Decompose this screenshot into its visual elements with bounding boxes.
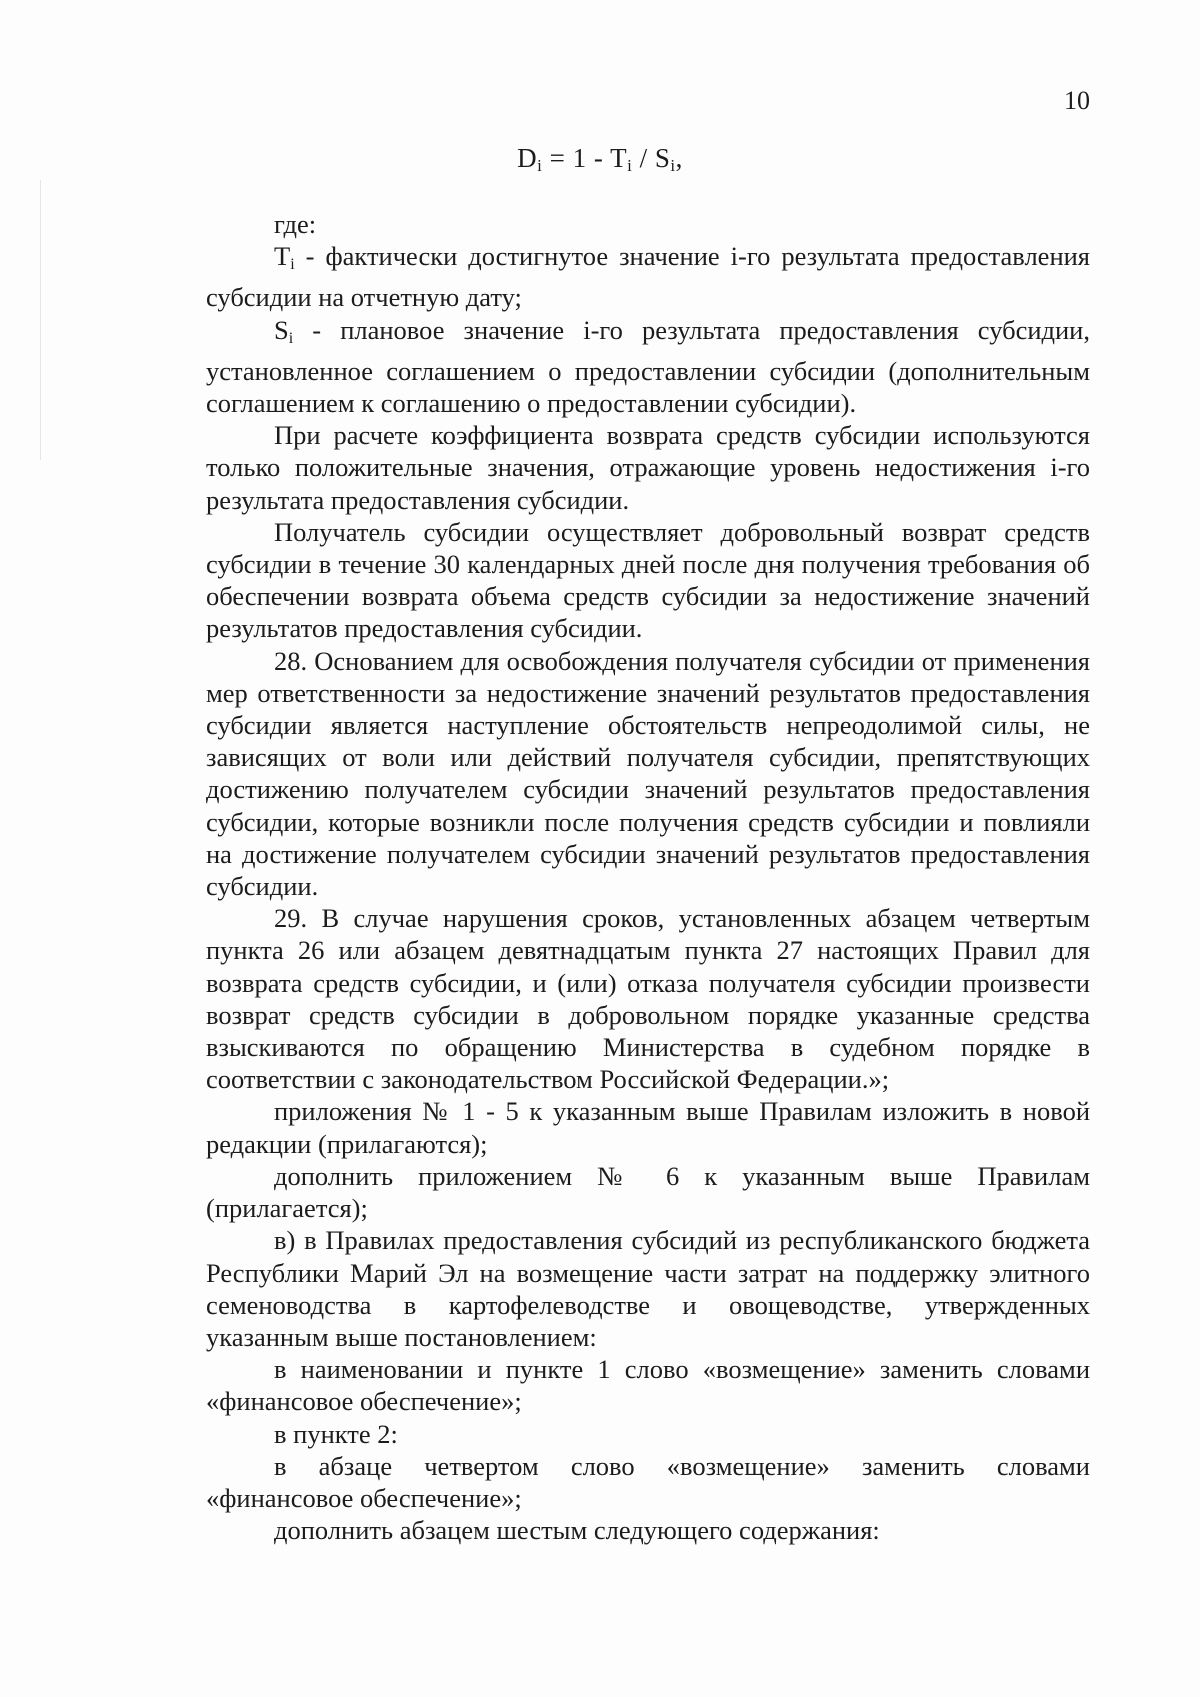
paragraph-si xyxy=(206,314,1090,420)
paragraph-recipient: Получатель субсидии осуществляет добровольный возврат средств субсидии в течение 30 календарных дней после дня получения требования об обеспечении возврата объема средств субсидии за недостижение значений результатов предоставления субсидии. xyxy=(206,516,1090,644)
scan-margin-line xyxy=(40,180,41,460)
paragraph-add-appendix-6: дополнить приложением № 6 к указанным выше Правилам (прилагается); xyxy=(206,1160,1090,1224)
paragraph-v: в) в Правилах предоставления субсидий из республиканского бюджета Республики Марий Эл на возмещение части затрат на поддержку элитного семеноводства в картофелеводстве и овощеводстве, утвержденных указанным выше постановлением: xyxy=(206,1225,1090,1352)
page-number: 10 xyxy=(1064,86,1090,115)
paragraph-calc: При расчете коэффициента возврата средств субсидии используются только положительные значения, отражающие уровень недостижения i-го результата предоставления субсидии. xyxy=(206,420,1090,515)
paragraph-where: где: xyxy=(274,209,317,239)
si-symbol: S xyxy=(274,314,289,345)
paragraph-abz-4: в абзаце четвертом слово «возмещение» заменить словами «финансовое обеспечение»; xyxy=(206,1450,1090,1513)
formula-d-sub: i xyxy=(537,156,543,175)
paragraph-point-2: в пункте 2: xyxy=(274,1418,398,1449)
formula-t-sub: i xyxy=(627,156,633,175)
paragraph-29: 29. В случае нарушения сроков, установленных абзацем четвертым пункта 26 или абзацем девятнадцатым пункта 27 настоящих Правил для возврата средств субсидии, и (или) отказа получателя субсидии произвести возврат средств субсидии в добровольном порядке указанные средства взыскиваются по обращению Министерства в судебном порядке в соответствии с законодательством Российской Федерации.»; xyxy=(206,903,1090,1095)
ti-symbol: T xyxy=(274,241,291,272)
paragraph-ti xyxy=(206,240,1090,313)
paragraph-abz-6: дополнить абзацем шестым следующего содержания: xyxy=(274,1515,880,1546)
si-definition: - плановое значение i-го результата предоставления субсидии, установленное соглашением о предоставлении субсидии (дополнительным соглашением к соглашению о предоставлении субсидии). xyxy=(206,314,1090,419)
paragraph-28: 28. Основанием для освобождения получателя субсидии от применения мер ответственности за недостижение значений результатов предоставления субсидии является наступление обстоятельств непреодолимой силы, не зависящих от воли или действий получателя субсидии, препятствующих достижению получателем субсидии значений результатов предоставления субсидии, которые возникли после получения средств субсидии и повлияли на достижение получателем субсидии значений результатов предоставления субсидии. xyxy=(206,645,1090,902)
formula-s-sub: i xyxy=(670,156,676,175)
ti-subscript: i xyxy=(290,256,295,274)
formula-eq: = 1 - xyxy=(542,143,611,173)
formula-tail: , xyxy=(675,143,683,173)
formula xyxy=(0,143,1200,176)
formula-d: D xyxy=(517,143,538,173)
body-text xyxy=(206,208,1090,1546)
formula-s: S xyxy=(654,143,671,173)
paragraph-appendix: приложения № 1 - 5 к указанным выше Правилам изложить в новой редакции (прилагаются); xyxy=(206,1096,1090,1159)
ti-definition: - фактически достигнутое значение i-го результата предоставления субсидии на отчетную дату; xyxy=(206,241,1090,313)
formula-div: / xyxy=(632,143,655,173)
si-subscript: i xyxy=(288,329,294,347)
paragraph-name: в наименовании и пункте 1 слово «возмещение» заменить словами «финансовое обеспечение»; xyxy=(206,1354,1090,1417)
formula-t: T xyxy=(610,143,628,173)
